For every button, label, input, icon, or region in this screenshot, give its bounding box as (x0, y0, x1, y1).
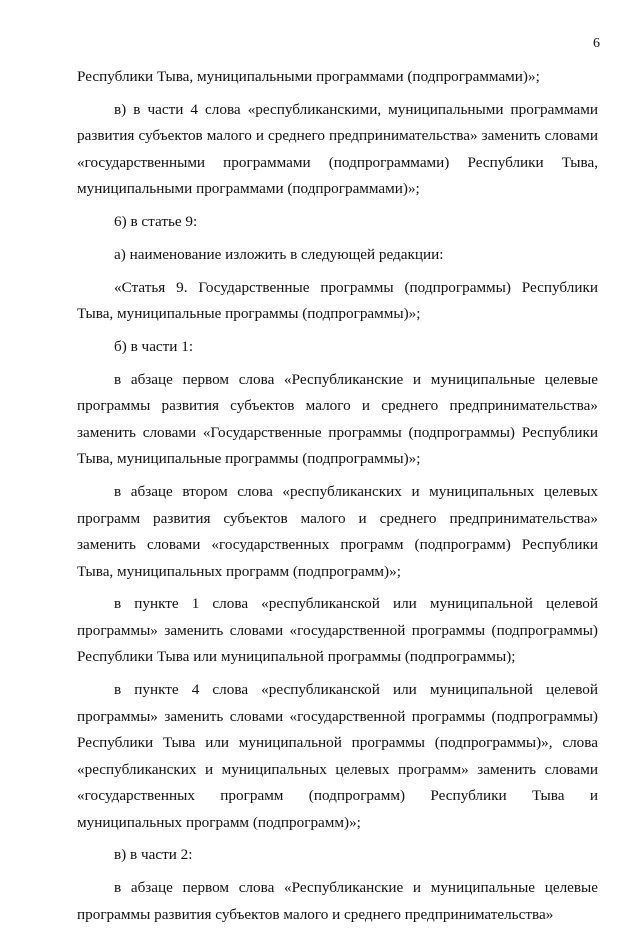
paragraph (77, 479, 598, 585)
text-line: б) в части 1: (114, 337, 194, 355)
text-line: муниципальных программ (подпрограмм)»; (77, 813, 361, 831)
paragraph (77, 242, 598, 269)
text-line: Тыва, муниципальных программ (подпрограмм)»; (77, 562, 401, 580)
text-line: в пункте 4 слова «республиканской или муниципальной целевой (114, 681, 598, 699)
text-line: муниципальными программами (подпрограммами)»; (77, 180, 420, 198)
text-line: программы развития субъектов малого и среднего предпринимательства» (77, 905, 554, 923)
paragraph (77, 875, 598, 928)
text-line: «государственных программ (подпрограмм) Республики Тыва и (77, 787, 598, 805)
text-line: программы развития субъектов малого и среднего предпринимательства» (77, 397, 598, 415)
paragraph (77, 842, 598, 869)
text-line: Республики Тыва или муниципальной программы (подпрограммы); (77, 648, 516, 666)
document-body (77, 64, 598, 928)
text-line: программы» заменить словами «государственной программы (подпрограммы) (77, 621, 598, 639)
paragraph (77, 209, 598, 236)
text-line: Республики Тыва, муниципальными программами (подпрограммами)»; (77, 68, 540, 85)
text-line: а) наименование изложить в следующей редакции: (114, 245, 444, 263)
text-line: «государственными программами (подпрограммами) Республики Тыва, (77, 153, 598, 171)
text-line: в) в части 4 слова «республиканскими, муниципальными программами (114, 100, 598, 118)
paragraph (77, 591, 598, 671)
text-line: Тыва, муниципальные программы (подпрограммы)»; (77, 450, 421, 468)
text-line: в абзаце втором слова «республиканских и муниципальных целевых (114, 483, 598, 501)
text-line: развития субъектов малого и среднего предпринимательства» заменить словами (77, 127, 598, 145)
paragraph (77, 275, 598, 328)
text-line: программы» заменить словами «государственной программы (подпрограммы) (77, 707, 598, 725)
text-line: заменить словами «государственных программ (подпрограмм) Республики (77, 536, 598, 554)
text-line: программ развития субъектов малого и среднего предпринимательства» (77, 509, 598, 527)
text-line: в абзаце первом слова «Республиканские и муниципальные целевые (114, 370, 598, 388)
paragraph (77, 677, 598, 836)
text-line: в пункте 1 слова «республиканской или муниципальной целевой (114, 595, 598, 613)
text-line: «Статья 9. Государственные программы (подпрограммы) Республики (114, 278, 598, 296)
text-line: заменить словами «Государственные программы (подпрограммы) Республики (77, 423, 598, 441)
page-number: 6 (593, 36, 600, 51)
text-line: в) в части 2: (114, 846, 193, 864)
paragraph (77, 334, 598, 361)
paragraph (77, 367, 598, 473)
paragraph (77, 97, 598, 203)
text-line: «республиканских и муниципальных целевых программ» заменить словами (77, 760, 598, 778)
paragraph (77, 64, 598, 91)
text-line: Республики Тыва или муниципальной программы (подпрограммы)», слова (77, 734, 598, 752)
text-line: в абзаце первом слова «Республиканские и муниципальные целевые (114, 879, 598, 897)
text-line: Тыва, муниципальные программы (подпрограммы)»; (77, 305, 421, 323)
text-line: 6) в статье 9: (114, 213, 198, 231)
